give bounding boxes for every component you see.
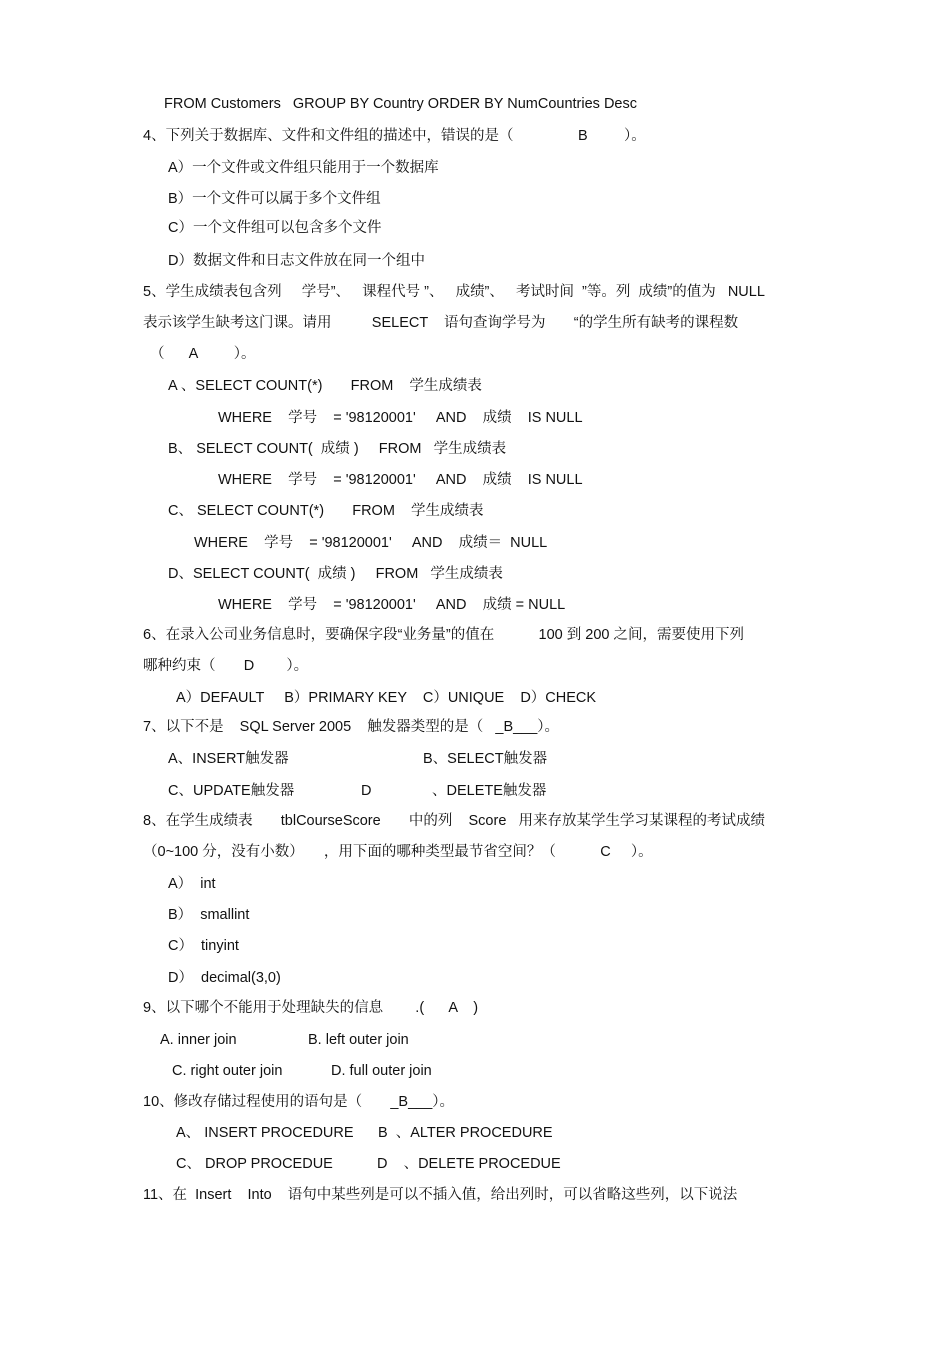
q5-option-d: D、SELECT COUNT( 成绩 ) FROM 学生成绩表 [168, 566, 503, 582]
q4-option-d: D）数据文件和日志文件放在同一个组中 [168, 253, 425, 269]
question-11: 11、在 Insert Into 语句中某些列是可以不插入值，给出列时，可以省略这些列，以下说法 [143, 1187, 738, 1203]
question-10: 10、修改存储过程使用的语句是（ _B___）。 [143, 1094, 455, 1110]
q7-option-b: B、SELECT触发器 [423, 751, 548, 767]
question-8-cont: （0~100 分，没有小数） ，用下面的哪种类型最节省空间？（ C ）。 [143, 844, 653, 860]
question-5-answer: （ A ）。 [150, 346, 256, 362]
q9-option-d: D. full outer join [331, 1063, 432, 1079]
question-5: 5、学生成绩表包含列 学号”、 课程代号 ”、 成绩”、 考试时间 ”等。列 成绩”的值为 NULL [143, 284, 765, 300]
q5-option-a-where: WHERE 学号 = '98120001' AND 成绩 IS NULL [218, 410, 583, 426]
q7-option-c: C、UPDATE触发器 [168, 783, 295, 799]
q10-option-b: B 、ALTER PROCEDURE [378, 1125, 553, 1141]
q7-option-d: 、DELETE触发器 [432, 783, 547, 799]
question-4: 4、下列关于数据库、文件和文件组的描述中，错误的是（ B ）。 [143, 128, 646, 144]
question-8: 8、在学生成绩表 tblCourseScore 中的列 Score 用来存放某学生学习某课程的考试成绩 [143, 813, 765, 829]
q9-option-c: C. right outer join [172, 1063, 283, 1079]
q7-option-d-letter: D [361, 783, 372, 799]
q4-option-b: B）一个文件可以属于多个文件组 [168, 191, 381, 207]
q5-option-d-where: WHERE 学号 = '98120001' AND 成绩 = NULL [218, 597, 566, 613]
q5-option-b: B、 SELECT COUNT( 成绩 ) FROM 学生成绩表 [168, 441, 507, 457]
q5-option-c-where: WHERE 学号 = '98120001' AND 成绩＝ NULL [194, 535, 548, 551]
q8-option-b: B） smallint [168, 907, 250, 923]
q8-option-d: D） decimal(3,0) [168, 970, 281, 986]
question-9: 9、以下哪个不能用于处理缺失的信息 .( A ) [143, 1000, 479, 1016]
q4-option-a: A）一个文件或文件组只能用于一个数据库 [168, 160, 439, 176]
question-5-cont: 表示该学生缺考这门课。请用 SELECT 语句查询学号为 “的学生所有缺考的课程数 [143, 315, 739, 331]
question-6: 6、在录入公司业务信息时，要确保字段“业务量”的值在 100 到 200 之间，需要使用下列 [143, 627, 745, 643]
q4-option-c: C）一个文件组可以包含多个文件 [168, 220, 382, 236]
q7-option-a: A、INSERT触发器 [168, 751, 289, 767]
q5-option-a: A 、SELECT COUNT(*) FROM 学生成绩表 [168, 378, 482, 394]
q10-option-a: A、 INSERT PROCEDURE [176, 1125, 354, 1141]
q9-option-a: A. inner join [160, 1032, 237, 1048]
q8-option-c: C） tinyint [168, 938, 239, 954]
q5-option-c: C、 SELECT COUNT(*) FROM 学生成绩表 [168, 503, 484, 519]
question-6-cont: 哪种约束（ D ）。 [143, 658, 309, 674]
q5-option-b-where: WHERE 学号 = '98120001' AND 成绩 IS NULL [218, 472, 583, 488]
q10-option-d: D 、DELETE PROCEDUE [377, 1156, 561, 1172]
question-7: 7、以下不是 SQL Server 2005 触发器类型的是（ _B___）。 [143, 719, 560, 735]
q8-option-a: A） int [168, 876, 216, 892]
q6-options: A）DEFAULT B）PRIMARY KEY C）UNIQUE D）CHECK [176, 690, 597, 706]
q9-option-b: B. left outer join [308, 1032, 409, 1048]
sql-from-line: FROM Customers GROUP BY Country ORDER BY NumCountries Desc [164, 96, 637, 112]
q10-option-c: C、 DROP PROCEDUE [176, 1156, 333, 1172]
